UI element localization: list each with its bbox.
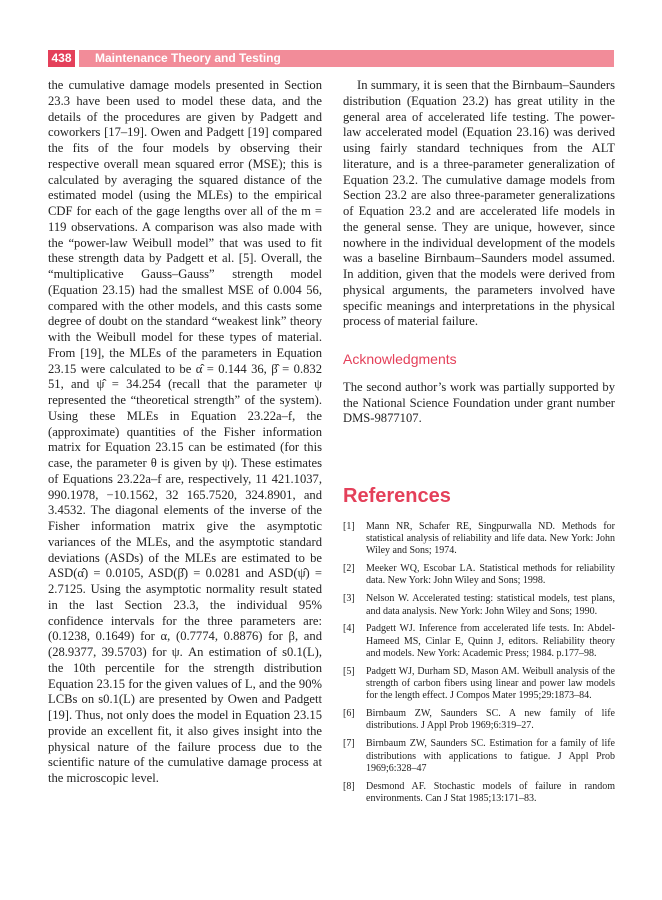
references-heading: References <box>343 485 451 507</box>
body-paragraph: the cumulative damage models presented in Section 23.3 have been used to model these data, and the details of the procedures are given by Padgett and coworkers [17–19]. Owen and Padgett [19] compared the fits of the four models by observing their respective overall mean squared error (MSE); this is calculated by averaging the squared distance of the estimated model (using the MLEs) to the empirical CDF for each of the gage lengths over all of the m = 119 observations. A comparison was also made with the “power-law Weibull model” that was used to fit these strength data by Padgett et al. [5]. Overall, the “multiplicative Gauss–Gauss” strength model (Equation 23.15) had the smallest MSE of 0.004 56, compared with the other models, and this casts some degree of doubt on the standard “weakest link” theory with the Weibull model for these types of material. From [19], the MLEs of the parameters in Equation 23.15 were calculated to be α̂ = 0.144 36, β̂ = 0.832 51, and ψ̂ = 34.254 (recall that the parameter ψ represented the “theoretical strength” of the system). Using these MLEs in Equation 23.22a–f, the (approximate) quantities of the Fisher information matrix for Equation 23.15 can be estimated (for this case, the parameter θ is given by ψ). These estimates of Equations 23.22a–f are, respectively, 11 421.1037, 990.1978, −10.1562, 32 165.7520, 324.8901, and 3.4532. The diagonal elements of the inverse of the Fisher information matrix give the asymptotic variances of the MLEs, and the asymptotic standard deviations (ASDs) of the MLEs are estimated to be ASD(α̂) = 0.0105, ASD(β̂) = 0.0281 and ASD(ψ̂) = 2.7125. Using the asymptotic normality result stated in the last Section 23.3, the individual 95% confidence intervals for the three parameters are: (0.1238, 0.1649) for α, (0.7774, 0.8876) for β, and (28.9377, 39.5703) for ψ. An estimation of s0.1(L), the 10th percentile for the strength distribution Equation 23.15 for the given values of L, and the 90% LCBs on s0.1(L) are presented by Owen and Padgett [19]. Thus, not only does the model in Equation 23.15 provide an excellent fit, it also gives insight into the physical nature of the failure process due to the scientific nature of the cumulative damage process at the microscopic level. <box>48 78 322 785</box>
reference-item <box>343 521 615 558</box>
reference-item <box>343 708 615 733</box>
reference-text: Mann NR, Schafer RE, Singpurwalla ND. Methods for statistical analysis of reliability and life data. New York: John Wiley and Sons; 1974. <box>366 520 615 557</box>
reference-number: [5] <box>343 665 355 677</box>
reference-text: Birnbaum ZW, Saunders SC. Estimation for a family of life distributions with applications to fatigue. J Appl Prob 1969;6:328–47 <box>366 738 615 774</box>
acknowledgments-text: The second author’s work was partially supported by the National Science Foundation under grant number DMS-9877107. <box>343 379 615 426</box>
reference-item <box>343 593 615 618</box>
reference-number: [2] <box>343 563 355 575</box>
acknowledgments-heading: Acknowledgments <box>343 351 457 367</box>
reference-number: [6] <box>343 708 355 720</box>
reference-item <box>343 738 615 775</box>
reference-item <box>343 781 615 806</box>
reference-text: Birnbaum ZW, Saunders SC. A new family of life distributions. J Appl Prob 1969;6:319–27. <box>366 708 615 732</box>
reference-number: [1] <box>343 520 355 532</box>
reference-number: [4] <box>343 623 355 635</box>
reference-text: Padgett WJ. Inference from accelerated life tests. In: Abdel-Hameed MS, Cinlar E, Quinn J, editors. Reliability theory and models. New York: Academic Press; 1984. p.177–98. <box>366 623 615 659</box>
page-number: 438 <box>48 50 75 67</box>
reference-item <box>343 666 615 703</box>
reference-item <box>343 623 615 660</box>
left-column <box>48 78 322 787</box>
right-column <box>343 78 615 811</box>
reference-item <box>343 563 615 588</box>
running-header <box>48 50 614 67</box>
reference-text: Nelson W. Accelerated testing: statistical models, test plans, and data analysis. New York: John Wiley and Sons; 1990. <box>366 593 615 617</box>
reference-list <box>343 521 615 805</box>
reference-text: Padgett WJ, Durham SD, Mason AM. Weibull analysis of the strength of carbon fibers using linear and power law models for the length effect. J Compos Mater 1995;29:1873–84. <box>366 665 615 702</box>
reference-text: Desmond AF. Stochastic models of failure in random environments. Can J Stat 1985;13:171–83. <box>366 780 615 804</box>
reference-number: [3] <box>343 593 355 605</box>
reference-number: [7] <box>343 738 355 750</box>
summary-paragraph: In summary, it is seen that the Birnbaum–Saunders distribution (Equation 23.2) has great utility in the general area of accelerated life testing. The power-law accelerated model (Equation 23.16) was derived using fairly standard techniques from the ALT literature, and is a three-parameter generalization of Equation 23.2. The cumulative damage models from Section 23.2 are also three-parameter generalizations of Equation 23.2 and are accelerated life models in the general sense. They are unique, however, since nowhere in the individual development of the models was a baseline Birnbaum–Saunders model assumed. In addition, given that the models were derived from physical arguments, the parameters involved have specific meanings and interpretations in the physical process of material failure. <box>343 78 615 329</box>
running-title: Maintenance Theory and Testing <box>79 50 614 67</box>
reference-number: [8] <box>343 780 355 792</box>
reference-text: Meeker WQ, Escobar LA. Statistical methods for reliability data. New York: John Wiley and Sons; 1998. <box>366 563 615 587</box>
